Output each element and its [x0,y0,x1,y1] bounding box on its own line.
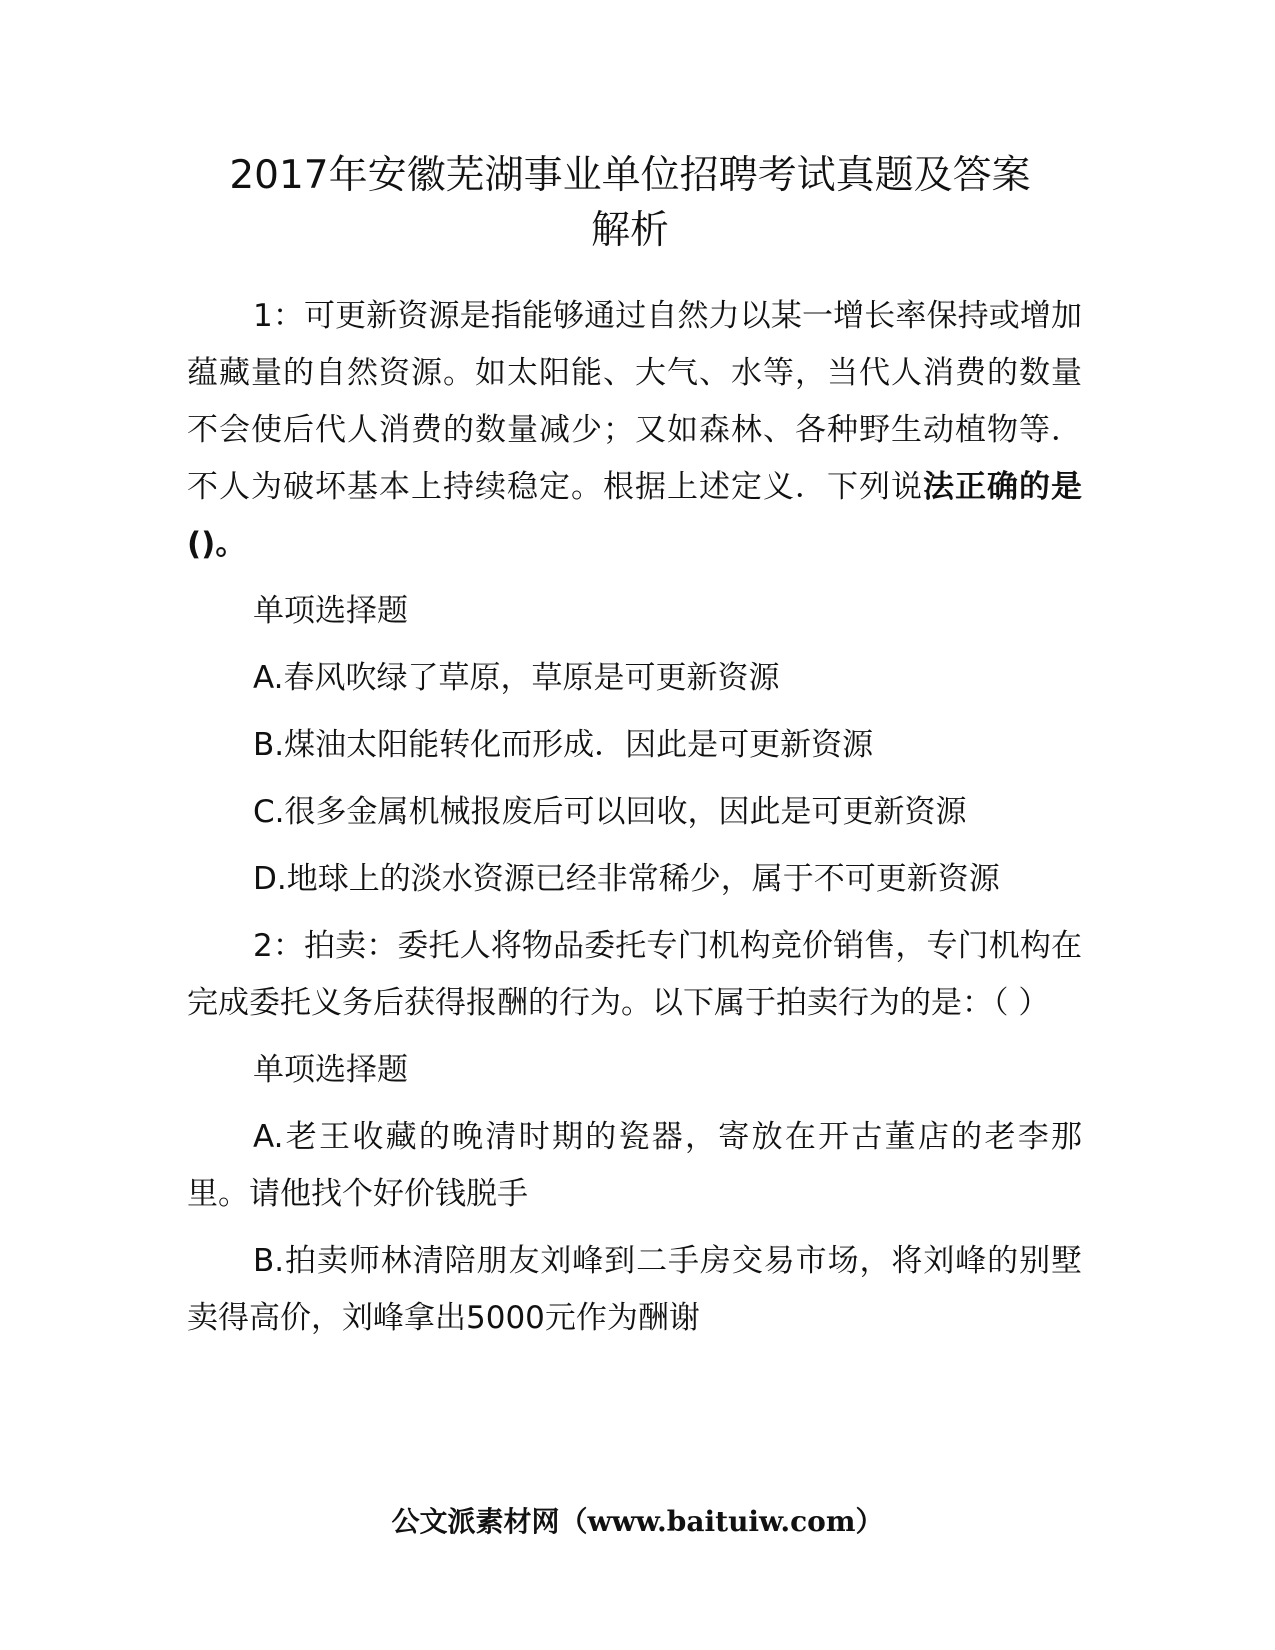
question-2-type: 单项选择题 [253,1052,408,1088]
question-2-stem: 2：拍卖：委托人将物品委托专门机构竞价销售，专门机构在完成委托义务后获得报酬的行为。以下属于拍卖行为的是：（ ） [187,928,1082,1021]
question-1-option-b: B.煤油太阳能转化而形成．因此是可更新资源 [253,727,874,763]
question-1-stem [187,288,1082,573]
question-1-option-a: A.春风吹绿了草原，草原是可更新资源 [253,660,780,696]
question-1-type: 单项选择题 [253,593,408,629]
page-footer: 公文派素材网（www.baituiw.com） [391,1505,884,1538]
question-1-stem-tail: 法正确的是()。 [187,469,1082,562]
document-body [187,288,1082,1357]
title-line-2: 解析 [590,208,669,253]
question-1-stem-text: 1：可更新资源是指能够通过自然力以某一增长率保持或增加蕴藏量的自然资源。如太阳能、大气、水等，当代人消费的数量不会使后代人消费的数量减少；又如森林、各种野生动植物等．不人为破坏基本上持续稳定。根据上述定义．下列说 [187,298,1082,505]
question-2-option-b: B.拍卖师林清陪朋友刘峰到二手房交易市场，将刘峰的别墅卖得高价，刘峰拿出5000元作为酬谢 [187,1243,1082,1336]
document-title [180,148,1080,258]
question-1-option-c: C.很多金属机械报废后可以回收，因此是可更新资源 [253,794,967,830]
question-2-option-a: A.老王收藏的晚清时期的瓷器，寄放在开古董店的老李那里。请他找个好价钱脱手 [187,1119,1082,1212]
question-1-option-d: D.地球上的淡水资源已经非常稀少，属于不可更新资源 [253,861,1000,897]
title-line-1: 2017年安徽芜湖事业单位招聘考试真题及答案 [229,153,1031,198]
